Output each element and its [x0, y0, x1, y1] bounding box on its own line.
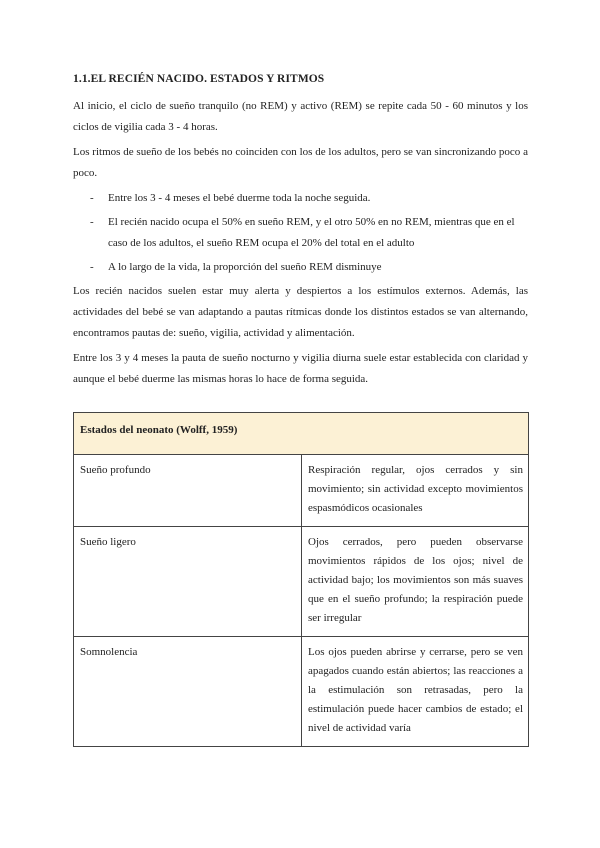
paragraph-sleep-rhythms: Los ritmos de sueño de los bebés no coinciden con los de los adultos, pero se van sincronizando poco a poco.: [73, 146, 528, 179]
state-description-cell: Respiración regular, ojos cerrados y sin movimiento; sin actividad excepto movimientos espasmódicos ocasionales: [302, 455, 529, 527]
state-name-cell: Sueño profundo: [74, 455, 302, 527]
list-item: [73, 212, 528, 254]
state-name-cell: Somnolencia: [74, 637, 302, 747]
paragraph-sleep-cycles: Al inicio, el ciclo de sueño tranquilo (no REM) y activo (REM) se repite cada 50 - 60 minutos y los ciclos de vigilia cada 3 - 4 horas.: [73, 100, 528, 133]
list-item-text: A lo largo de la vida, la proporción del sueño REM disminuye: [108, 261, 382, 273]
list-item-text: Entre los 3 - 4 meses el bebé duerme toda la noche seguida.: [108, 192, 371, 204]
state-description-cell: Ojos cerrados, pero pueden observarse movimientos rápidos de los ojos; nivel de actividad bajo; los movimientos son más suaves que en el sueño profundo; la respiración puede ser irregular: [302, 527, 529, 637]
dash-bullet-icon: -: [90, 216, 94, 228]
list-item: [73, 188, 528, 209]
table-header-row: [74, 413, 529, 455]
dash-bullet-icon: -: [90, 192, 94, 204]
list-item-text: El recién nacido ocupa el 50% en sueño REM, y el otro 50% en no REM, mientras que en el caso de los adultos, el sueño REM ocupa el 20% del total en el adulto: [108, 216, 515, 249]
dash-bullet-icon: -: [90, 261, 94, 273]
bullet-list: [73, 188, 528, 278]
neonate-states-table: [73, 412, 529, 747]
paragraph-night-pattern: Entre los 3 y 4 meses la pauta de sueño nocturno y vigilia diurna suele estar establecida con claridad y aunque el bebé duerme las mismas horas lo hace de forma seguida.: [73, 352, 528, 385]
table-row: [74, 455, 529, 527]
paragraph-newborn-alert: Los recién nacidos suelen estar muy alerta y despiertos a los estímulos externos. Además, las actividades del bebé se van adaptando a pautas rítmicas donde los distintos estados se van alternando, encontramos pautas de: sueño, vigilia, actividad y alimentación.: [73, 285, 528, 339]
list-item: [73, 257, 528, 278]
document-body: [73, 73, 528, 394]
state-name-cell: Sueño ligero: [74, 527, 302, 637]
table-header-cell: Estados del neonato (Wolff, 1959): [74, 413, 529, 455]
table-row: [74, 527, 529, 637]
state-description-cell: Los ojos pueden abrirse y cerrarse, pero se ven apagados cuando están abiertos; las reacciones a la estimulación son retrasadas, pero la estimulación puede hacer cambios de estado; el nivel de actividad varía: [302, 637, 529, 747]
section-title: 1.1.EL RECIÉN NACIDO. ESTADOS Y RITMOS: [73, 73, 325, 85]
table-row: [74, 637, 529, 747]
